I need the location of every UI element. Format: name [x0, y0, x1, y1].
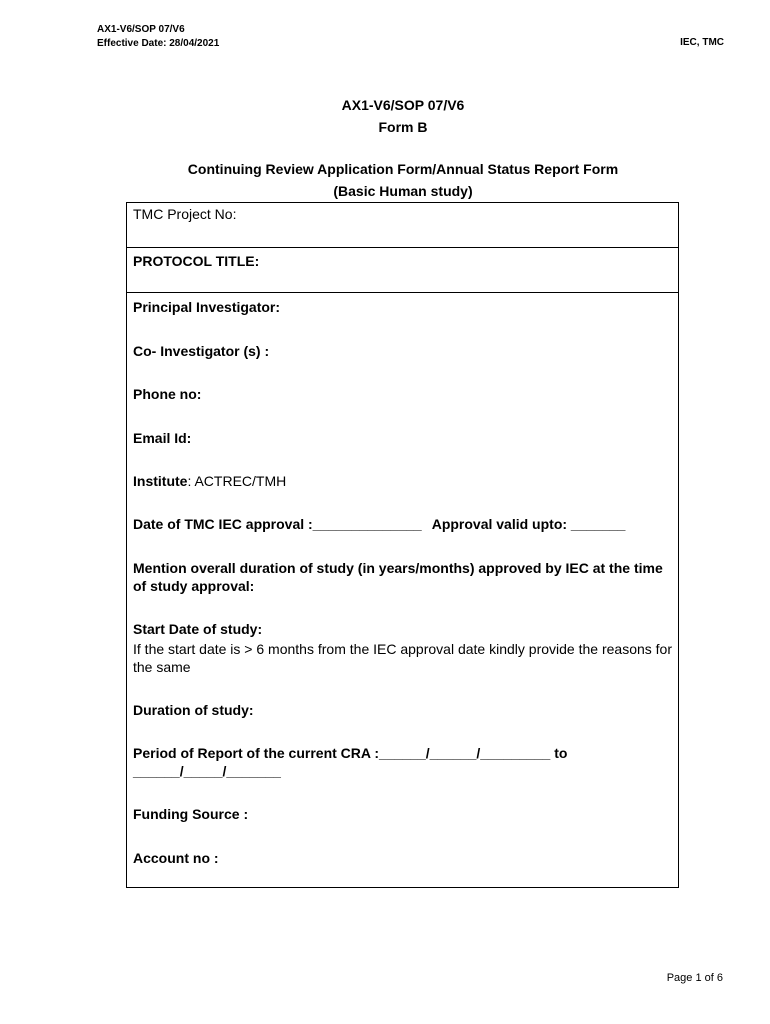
duration-question: Mention overall duration of study (in years/months) approved by IEC at the time of study approval:	[133, 560, 663, 594]
email-label: Email Id:	[133, 430, 192, 446]
title-form: Form B	[378, 119, 428, 135]
project-no-row	[127, 203, 678, 248]
doc-code: AX1-V6/SOP 07/V6	[97, 24, 185, 35]
project-no-label: TMC Project No:	[133, 206, 237, 222]
header-left	[97, 23, 219, 51]
title-name: Continuing Review Application Form/Annual Status Report Form	[187, 161, 619, 177]
account-label: Account no :	[133, 850, 219, 866]
approval-date-label: Date of TMC IEC approval :______________	[133, 516, 422, 532]
start-date-label: Start Date of study:	[133, 621, 263, 637]
title-subtitle: (Basic Human study)	[333, 183, 473, 199]
period-line-1: Period of Report of the current CRA :______/______/_________ to	[133, 745, 568, 761]
institute-label: Institute	[133, 473, 188, 489]
protocol-title-label: PROTOCOL TITLE:	[133, 253, 260, 269]
approval-line	[133, 515, 672, 533]
duration-label: Duration of study:	[133, 702, 254, 718]
form-table	[126, 202, 679, 888]
details-section	[127, 293, 678, 867]
institute-value: : ACTREC/TMH	[187, 473, 287, 489]
start-date-note: If the start date is > 6 months from the IEC approval date kindly provide the reasons for the same	[133, 641, 672, 675]
period-line-2: ______/_____/_______	[133, 763, 281, 779]
funding-label: Funding Source :	[133, 806, 249, 822]
phone-label: Phone no:	[133, 386, 202, 402]
approval-valid-label: Approval valid upto: _______	[431, 516, 626, 532]
page-number: Page 1 of 6	[666, 972, 723, 984]
pi-label: Principal Investigator:	[133, 299, 281, 315]
title-block	[0, 94, 770, 202]
institute-line	[133, 472, 672, 490]
co-investigator-label: Co- Investigator (s) :	[133, 343, 270, 359]
header-org: IEC, TMC	[680, 37, 724, 48]
protocol-title-row	[127, 248, 678, 293]
effective-date: Effective Date: 28/04/2021	[97, 38, 220, 49]
title-code: AX1-V6/SOP 07/V6	[341, 97, 465, 113]
